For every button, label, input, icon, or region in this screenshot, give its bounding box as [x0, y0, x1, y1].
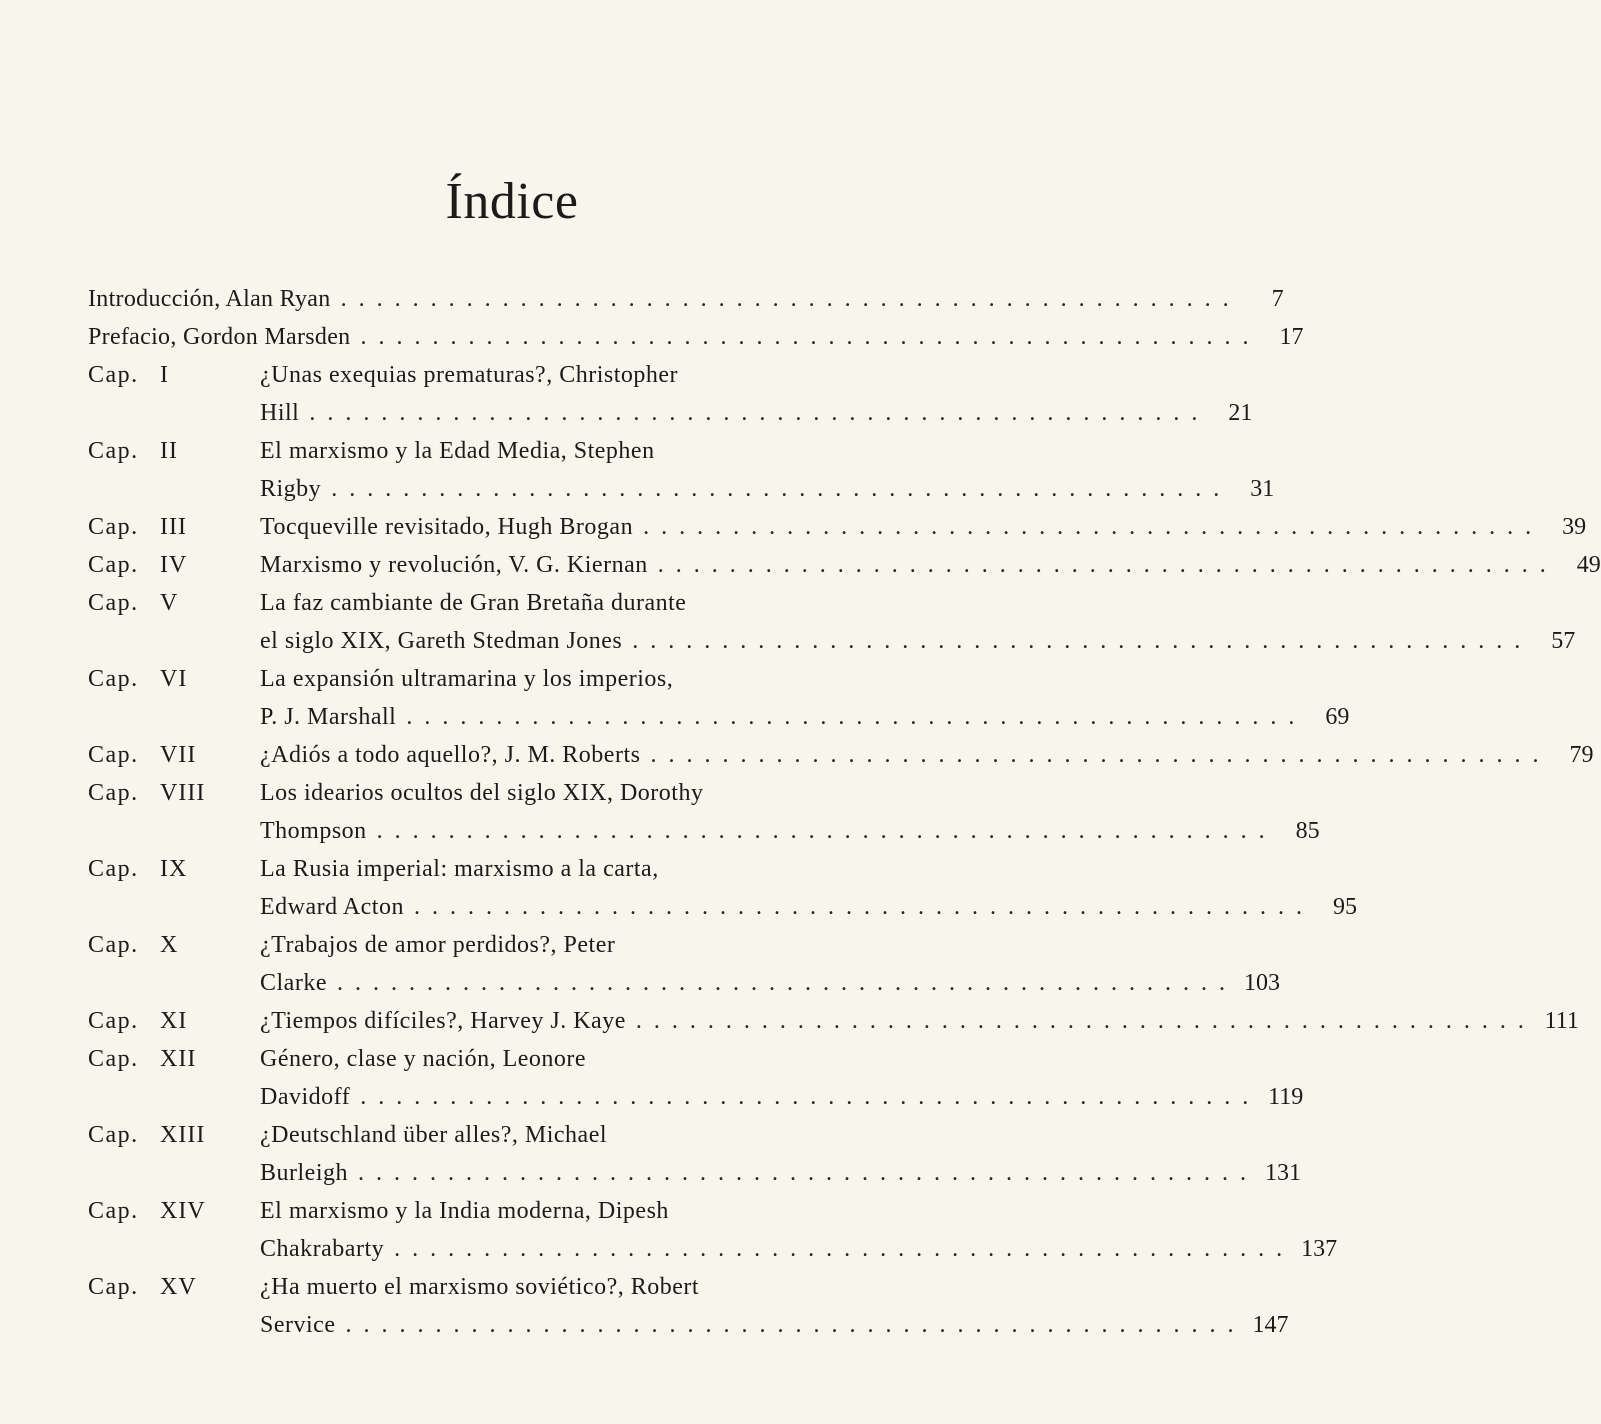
leader-dots: . . . . . . . . . . . . . . . . . . . . . . . . . . . . . . . . . . . . . . . . . . . . . . . . . .	[657, 552, 1549, 578]
chapter-word: Cap.	[88, 514, 139, 540]
entry-title: Rigby	[260, 476, 322, 502]
page-number: 147	[1252, 1312, 1289, 1338]
toc-entry-line	[88, 1236, 1338, 1274]
chapter-word: Cap.	[88, 780, 139, 806]
page-number: 137	[1301, 1236, 1338, 1262]
page-number: 7	[1271, 286, 1284, 312]
chapter-entry-text	[260, 1312, 1289, 1350]
entry-title: Hill	[260, 400, 300, 426]
entry-title: Los idearios ocultos del siglo XIX, Dorothy	[260, 780, 704, 806]
page-number: 31	[1250, 476, 1275, 502]
chapter-word: Cap.	[88, 856, 139, 882]
leader-dots: . . . . . . . . . . . . . . . . . . . . . . . . . . . . . . . . . . . . . . . . . . . . . . . . . .	[360, 1084, 1252, 1110]
toc-entry-line	[88, 476, 1275, 514]
entry-title: Introducción, Alan Ryan	[88, 286, 331, 312]
chapter-label	[88, 552, 248, 579]
chapter-entry-text	[260, 742, 1594, 780]
entry-title: Edward Acton	[260, 894, 404, 920]
chapter-number: XII	[160, 1046, 197, 1072]
chapter-label	[88, 1008, 248, 1035]
page-number: 49	[1576, 552, 1601, 578]
toc-entry-line	[88, 438, 896, 476]
toc-entry-line	[88, 932, 896, 970]
front-matter-entry	[88, 324, 1304, 362]
leader-dots: . . . . . . . . . . . . . . . . . . . . . . . . . . . . . . . . . . . . . . . . . . . . . . . . . .	[394, 1236, 1286, 1262]
page-number: 119	[1268, 1084, 1304, 1110]
toc-entry-line	[88, 818, 1320, 856]
toc-entry-line	[88, 1312, 1289, 1350]
chapter-entry-text	[260, 1236, 1338, 1274]
chapter-label	[88, 362, 248, 389]
chapter-entry-text	[260, 856, 896, 894]
page-number: 103	[1243, 970, 1280, 996]
page-number: 85	[1295, 818, 1320, 844]
leader-dots: . . . . . . . . . . . . . . . . . . . . . . . . . . . . . . . . . . . . . . . . . . . . . . . . . .	[406, 704, 1298, 730]
entry-title: P. J. Marshall	[260, 704, 397, 730]
chapter-entry-text	[260, 628, 1576, 666]
leader-dots: . . . . . . . . . . . . . . . . . . . . . . . . . . . . . . . . . . . . . . . . . . . . . . . . . .	[331, 476, 1223, 502]
entry-title: Thompson	[260, 818, 367, 844]
chapter-label	[88, 932, 248, 959]
chapter-number: II	[160, 438, 178, 464]
chapter-entry-text	[260, 514, 1587, 552]
leader-dots: . . . . . . . . . . . . . . . . . . . . . . . . . . . . . . . . . . . . . . . . . . . . . . . . . .	[632, 628, 1524, 654]
page-number: 69	[1325, 704, 1350, 730]
leader-dots: . . . . . . . . . . . . . . . . . . . . . . . . . . . . . . . . . . . . . . . . . . . . . . . . . .	[360, 324, 1252, 350]
chapter-entry-text	[260, 400, 1253, 438]
page-number: 57	[1551, 628, 1576, 654]
entry-title: ¿Tiempos difíciles?, Harvey J. Kaye	[260, 1008, 626, 1034]
page-title: Índice	[445, 173, 579, 230]
chapter-number: III	[160, 514, 187, 540]
chapter-label	[88, 856, 248, 883]
entry-title: Prefacio, Gordon Marsden	[88, 324, 351, 350]
toc-entry-line	[88, 400, 1253, 438]
chapter-word: Cap.	[88, 666, 139, 692]
page-number: 111	[1544, 1008, 1579, 1034]
leader-dots: . . . . . . . . . . . . . . . . . . . . . . . . . . . . . . . . . . . . . . . . . . . . . . . . . .	[643, 514, 1535, 540]
toc-entry-line	[88, 1084, 1304, 1122]
chapter-number: X	[160, 932, 179, 958]
entry-title: La expansión ultramarina y los imperios,	[260, 666, 674, 692]
chapter-entry-text	[260, 1046, 896, 1084]
toc-entry-line	[88, 666, 896, 704]
front-matter-entry	[88, 286, 1284, 324]
leader-dots: . . . . . . . . . . . . . . . . . . . . . . . . . . . . . . . . . . . . . . . . . . . . . . . . . .	[345, 1312, 1237, 1338]
chapter-entry-text	[260, 1198, 896, 1236]
leader-dots: . . . . . . . . . . . . . . . . . . . . . . . . . . . . . . . . . . . . . . . . . . . . . . . . . .	[635, 1008, 1527, 1034]
chapter-number: IV	[160, 552, 188, 578]
page-number: 95	[1332, 894, 1357, 920]
page-number: 21	[1228, 400, 1253, 426]
chapter-entry-text	[260, 932, 896, 970]
toc-entry-line	[88, 1122, 896, 1160]
leader-dots: . . . . . . . . . . . . . . . . . . . . . . . . . . . . . . . . . . . . . . . . . . . . . . . . . .	[358, 1160, 1249, 1186]
toc-entry-line	[88, 1198, 896, 1236]
chapter-word: Cap.	[88, 590, 139, 616]
page-number: 79	[1569, 742, 1594, 768]
entry-title: Género, clase y nación, Leonore	[260, 1046, 587, 1072]
chapter-word: Cap.	[88, 1274, 139, 1300]
chapter-number: VIII	[160, 780, 206, 806]
chapter-entry-text	[260, 552, 1601, 590]
chapter-label	[88, 438, 248, 465]
chapter-entry-text	[260, 970, 1280, 1008]
chapter-word: Cap.	[88, 1122, 139, 1148]
toc-entry-line	[88, 1046, 896, 1084]
chapter-word: Cap.	[88, 438, 139, 464]
entry-title: ¿Ha muerto el marxismo soviético?, Robert	[260, 1274, 700, 1300]
entry-title: Marxismo y revolución, V. G. Kiernan	[260, 552, 648, 578]
leader-dots: . . . . . . . . . . . . . . . . . . . . . . . . . . . . . . . . . . . . . . . . . . . . . . . . . .	[650, 742, 1542, 768]
toc-entry-line	[88, 590, 896, 628]
chapter-number: XIII	[160, 1122, 206, 1148]
chapter-number: IX	[160, 856, 188, 882]
toc-entry-line	[88, 324, 1304, 362]
chapter-number: XI	[160, 1008, 188, 1034]
table-of-contents	[88, 286, 1601, 1350]
entry-title: ¿Unas exequias prematuras?, Christopher	[260, 362, 679, 388]
chapter-number: XIV	[160, 1198, 206, 1224]
chapter-entry-text	[260, 704, 1350, 742]
entry-title: Clarke	[260, 970, 327, 996]
toc-entry-line	[88, 1008, 1579, 1046]
entry-title: Burleigh	[260, 1160, 348, 1186]
chapter-entry-text	[260, 1160, 1301, 1198]
chapter-entry-text	[260, 818, 1320, 856]
chapter-label	[88, 780, 248, 807]
toc-entry-line	[88, 514, 1587, 552]
page-number: 17	[1279, 324, 1304, 350]
chapter-word: Cap.	[88, 552, 139, 578]
toc-entry-line	[88, 628, 1576, 666]
chapter-label	[88, 742, 248, 769]
chapter-entry-text	[260, 476, 1275, 514]
entry-title: Davidoff	[260, 1084, 351, 1110]
chapter-number: XV	[160, 1274, 197, 1300]
chapter-word: Cap.	[88, 1198, 139, 1224]
entry-title: el siglo XIX, Gareth Stedman Jones	[260, 628, 623, 654]
chapter-entry-text	[260, 590, 896, 628]
chapter-label	[88, 514, 248, 541]
page-number: 39	[1562, 514, 1587, 540]
toc-entry-line	[88, 1160, 1301, 1198]
toc-entry-line	[88, 362, 896, 400]
leader-dots: . . . . . . . . . . . . . . . . . . . . . . . . . . . . . . . . . . . . . . . . . . . . . . . . . .	[309, 400, 1201, 426]
entry-title: El marxismo y la Edad Media, Stephen	[260, 438, 655, 464]
entry-title: Chakrabarty	[260, 1236, 385, 1262]
entry-title: Service	[260, 1312, 336, 1338]
leader-dots: . . . . . . . . . . . . . . . . . . . . . . . . . . . . . . . . . . . . . . . . . . . . . . . . . .	[336, 970, 1228, 996]
entry-title: ¿Adiós a todo aquello?, J. M. Roberts	[260, 742, 641, 768]
chapter-label	[88, 1274, 248, 1301]
toc-entry-line	[88, 894, 1357, 932]
leader-dots: . . . . . . . . . . . . . . . . . . . . . . . . . . . . . . . . . . . . . . . . . . . . . . . . . .	[340, 286, 1232, 312]
toc-entry-line	[88, 856, 896, 894]
toc-entry-line	[88, 704, 1350, 742]
chapter-entry-text	[260, 666, 896, 704]
toc-entry-line	[88, 552, 1601, 590]
toc-entry-line	[88, 780, 896, 818]
chapter-entry-text	[260, 780, 896, 818]
entry-title: El marxismo y la India moderna, Dipesh	[260, 1198, 669, 1224]
chapter-number: VI	[160, 666, 188, 692]
chapter-word: Cap.	[88, 1046, 139, 1072]
entry-title: ¿Trabajos de amor perdidos?, Peter	[260, 932, 616, 958]
chapter-label	[88, 1046, 248, 1073]
chapter-entry-text	[260, 1008, 1579, 1046]
chapter-word: Cap.	[88, 362, 139, 388]
chapter-number: VII	[160, 742, 197, 768]
toc-entry-line	[88, 742, 1594, 780]
leader-dots: . . . . . . . . . . . . . . . . . . . . . . . . . . . . . . . . . . . . . . . . . . . . . . . . . .	[376, 818, 1268, 844]
chapter-entry-text	[260, 894, 1357, 932]
entry-title: La Rusia imperial: marxismo a la carta,	[260, 856, 659, 882]
entry-title: Tocqueville revisitado, Hugh Brogan	[260, 514, 634, 540]
page-number: 131	[1265, 1160, 1301, 1186]
chapter-entry-text	[260, 1084, 1304, 1122]
chapter-label	[88, 590, 248, 617]
toc-entry-line	[88, 286, 1284, 324]
chapter-label	[88, 666, 248, 693]
chapter-entry-text	[260, 362, 896, 400]
chapter-word: Cap.	[88, 1008, 139, 1034]
chapter-entry-text	[260, 1122, 896, 1160]
toc-entry-line	[88, 1274, 896, 1312]
leader-dots: . . . . . . . . . . . . . . . . . . . . . . . . . . . . . . . . . . . . . . . . . . . . . . . . . .	[413, 894, 1305, 920]
entry-title: ¿Deutschland über alles?, Michael	[260, 1122, 608, 1148]
toc-entry-line	[88, 970, 1280, 1008]
chapter-entry-text	[260, 438, 896, 476]
chapter-number: V	[160, 590, 179, 616]
chapter-word: Cap.	[88, 932, 139, 958]
chapter-label	[88, 1198, 248, 1225]
chapter-word: Cap.	[88, 742, 139, 768]
chapter-label	[88, 1122, 248, 1149]
chapter-number: I	[160, 362, 169, 388]
chapter-entry-text	[260, 1274, 896, 1312]
entry-title: La faz cambiante de Gran Bretaña durante	[260, 590, 687, 616]
